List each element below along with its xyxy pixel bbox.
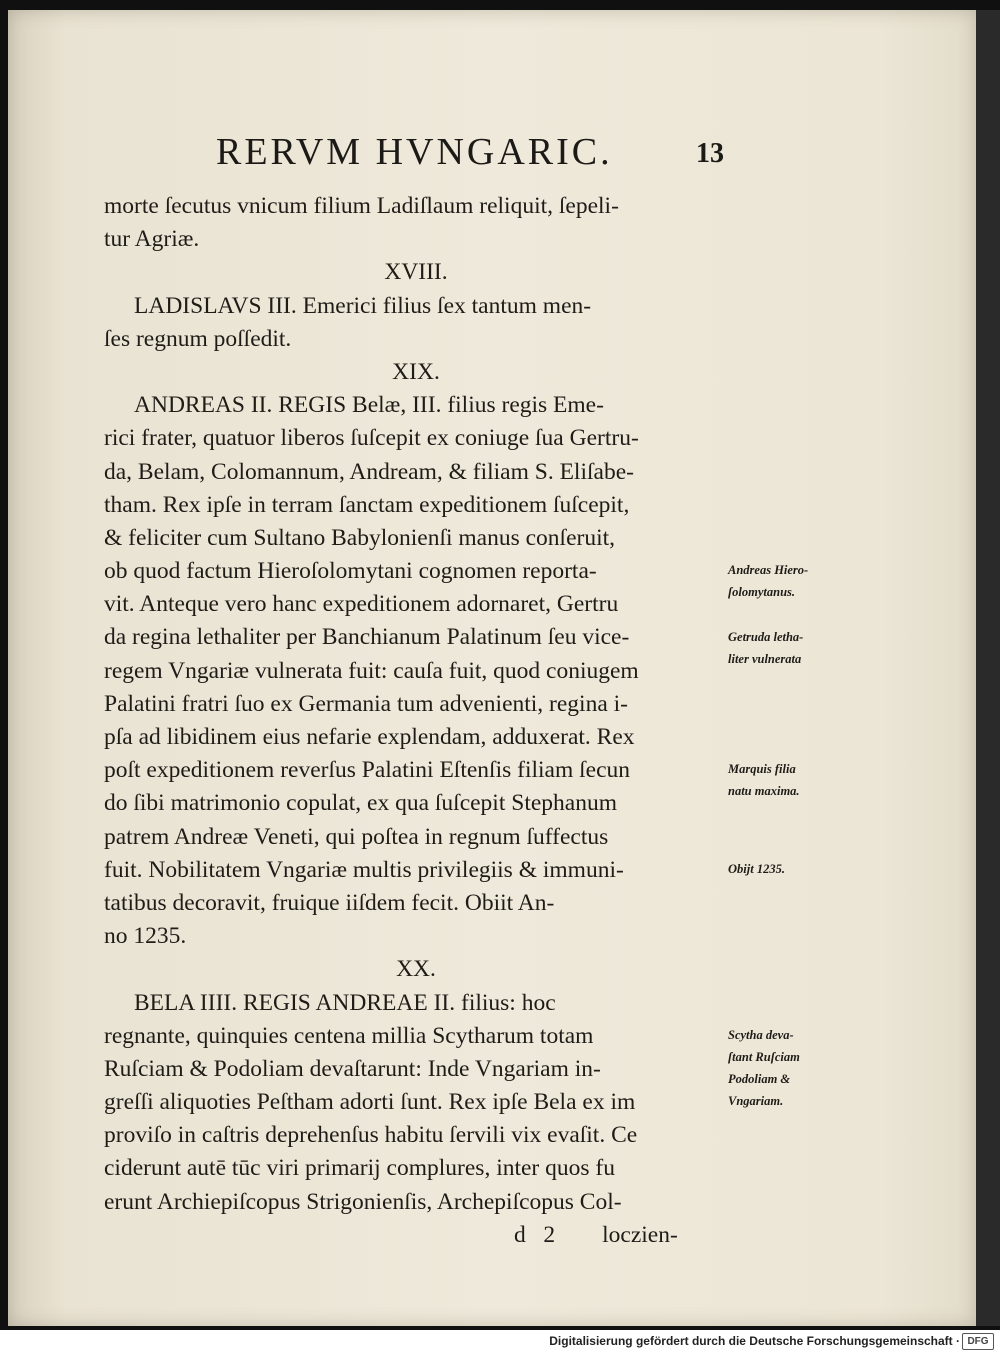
text-line: proviſo in caſtris deprehenſus habitu ſervili vix evaſit. Ce	[104, 1122, 638, 1149]
page-number: 13	[696, 138, 724, 169]
dfg-logo: DFG	[962, 1333, 994, 1350]
text-line: LADISLAVS III. Emerici filius ſex tantum men-	[134, 292, 592, 319]
text-line: regem Vngariæ vulnerata fuit: cauſa fuit, quod coniugem	[104, 657, 639, 684]
text-line: pſa ad libidinem eius nefarie explendam, adduxerat. Rex	[104, 724, 635, 750]
signature-catchword: d 2 loczien-	[514, 1221, 678, 1248]
margin-note-line: ſtant Ruſciam	[728, 1050, 800, 1064]
margin-note	[728, 559, 858, 603]
margin-note-line: Obijt 1235.	[728, 862, 785, 876]
text-line: rici frater, quatuor liberos ſuſcepit ex coniuge ſua Gertru-	[104, 425, 639, 452]
text-line: vit. Anteque vero hanc expeditionem adornaret, Gertru	[104, 591, 619, 618]
margin-note-line: Andreas Hiero-	[728, 563, 809, 578]
text-line: fuit. Nobilitatem Vngariæ multis privilegiis & immuni-	[104, 856, 624, 883]
text-line: morte ſecutus vnicum filium Ladiſlaum reliquit, ſepeli-	[104, 193, 619, 219]
text-line: ciderunt autē tūc viri primarij complures, inter quos fu	[104, 1155, 615, 1182]
margin-note	[728, 758, 858, 802]
text-line: tham. Rex ipſe in terram ſanctam expeditionem ſuſcepit,	[104, 491, 630, 518]
margin-note-line: Marquis filia	[728, 762, 796, 777]
text-line: Palatini fratri ſuo ex Germania tum advenienti, regina i-	[104, 690, 628, 717]
text-line: da, Belam, Colomannum, Andream, & filiam S. Eliſabe-	[104, 458, 634, 485]
margin-note-line: ſolomytanus.	[728, 585, 796, 600]
chapter-numeral: XX.	[396, 956, 436, 983]
chapter-numeral: XVIII.	[384, 259, 448, 286]
margin-note	[728, 1024, 858, 1112]
text-line: ſes regnum poſſedit.	[104, 325, 292, 352]
margin-note	[728, 626, 858, 670]
margin-note-line: liter vulnerata	[728, 651, 802, 666]
funding-credit: Digitalisierung gefördert durch die Deutsche Forschungsgemeinschaft ·	[549, 1334, 960, 1348]
text-line: patrem Andreæ Veneti, qui poſtea in regnum ſuffectus	[104, 823, 609, 850]
footer-bar	[0, 1330, 1000, 1352]
text-line: erunt Archiepiſcopus Strigonienſis, Archepiſcopus Col-	[104, 1188, 622, 1215]
margin-note-line: natu maxima.	[728, 784, 800, 799]
text-line: ANDREAS II. REGIS Belæ, III. filius regis Eme-	[134, 392, 604, 419]
text-line: tatibus decoravit, fruique iiſdem fecit. Obiit An-	[104, 889, 555, 916]
margin-note-line: Vngariam.	[728, 1094, 784, 1108]
running-title: RERVM HVNGARIC.	[216, 131, 613, 173]
text-line: poſt expeditionem reverſus Palatini Eſtenſis filiam ſecun	[104, 757, 631, 784]
text-line: do ſibi matrimonio copulat, ex qua ſuſcepit Stephanum	[104, 790, 617, 817]
text-line: BELA IIII. REGIS ANDREAE II. filius: hoc	[134, 989, 556, 1016]
running-header	[216, 128, 736, 188]
text-line: Ruſciam & Podoliam devaſtarunt: Inde Vngariam in-	[104, 1055, 601, 1082]
scan-edge-strip	[976, 10, 1000, 1326]
text-column	[104, 190, 728, 1252]
text-line: tur Agriæ.	[104, 226, 200, 253]
text-line: & feliciter cum Sultano Babylonienſi manus conſeruit,	[104, 524, 616, 551]
margin-note-line: Getruda letha-	[728, 629, 804, 644]
text-line: greſſi aliquoties Peſtham adorti ſunt. Rex ipſe Bela ex im	[104, 1089, 636, 1116]
margin-note-line: Podoliam &	[728, 1072, 791, 1086]
book-page	[8, 10, 976, 1326]
margin-note	[728, 858, 858, 880]
text-line: regnante, quinquies centena millia Scytharum totam	[104, 1022, 594, 1049]
chapter-numeral: XIX.	[392, 358, 440, 385]
text-line: no 1235.	[104, 923, 187, 950]
margin-note-line: Scytha deva-	[728, 1028, 794, 1042]
text-line: ob quod factum Hieroſolomytani cognomen reporta-	[104, 558, 597, 585]
text-line: da regina lethaliter per Banchianum Palatinum ſeu vice-	[104, 624, 630, 651]
